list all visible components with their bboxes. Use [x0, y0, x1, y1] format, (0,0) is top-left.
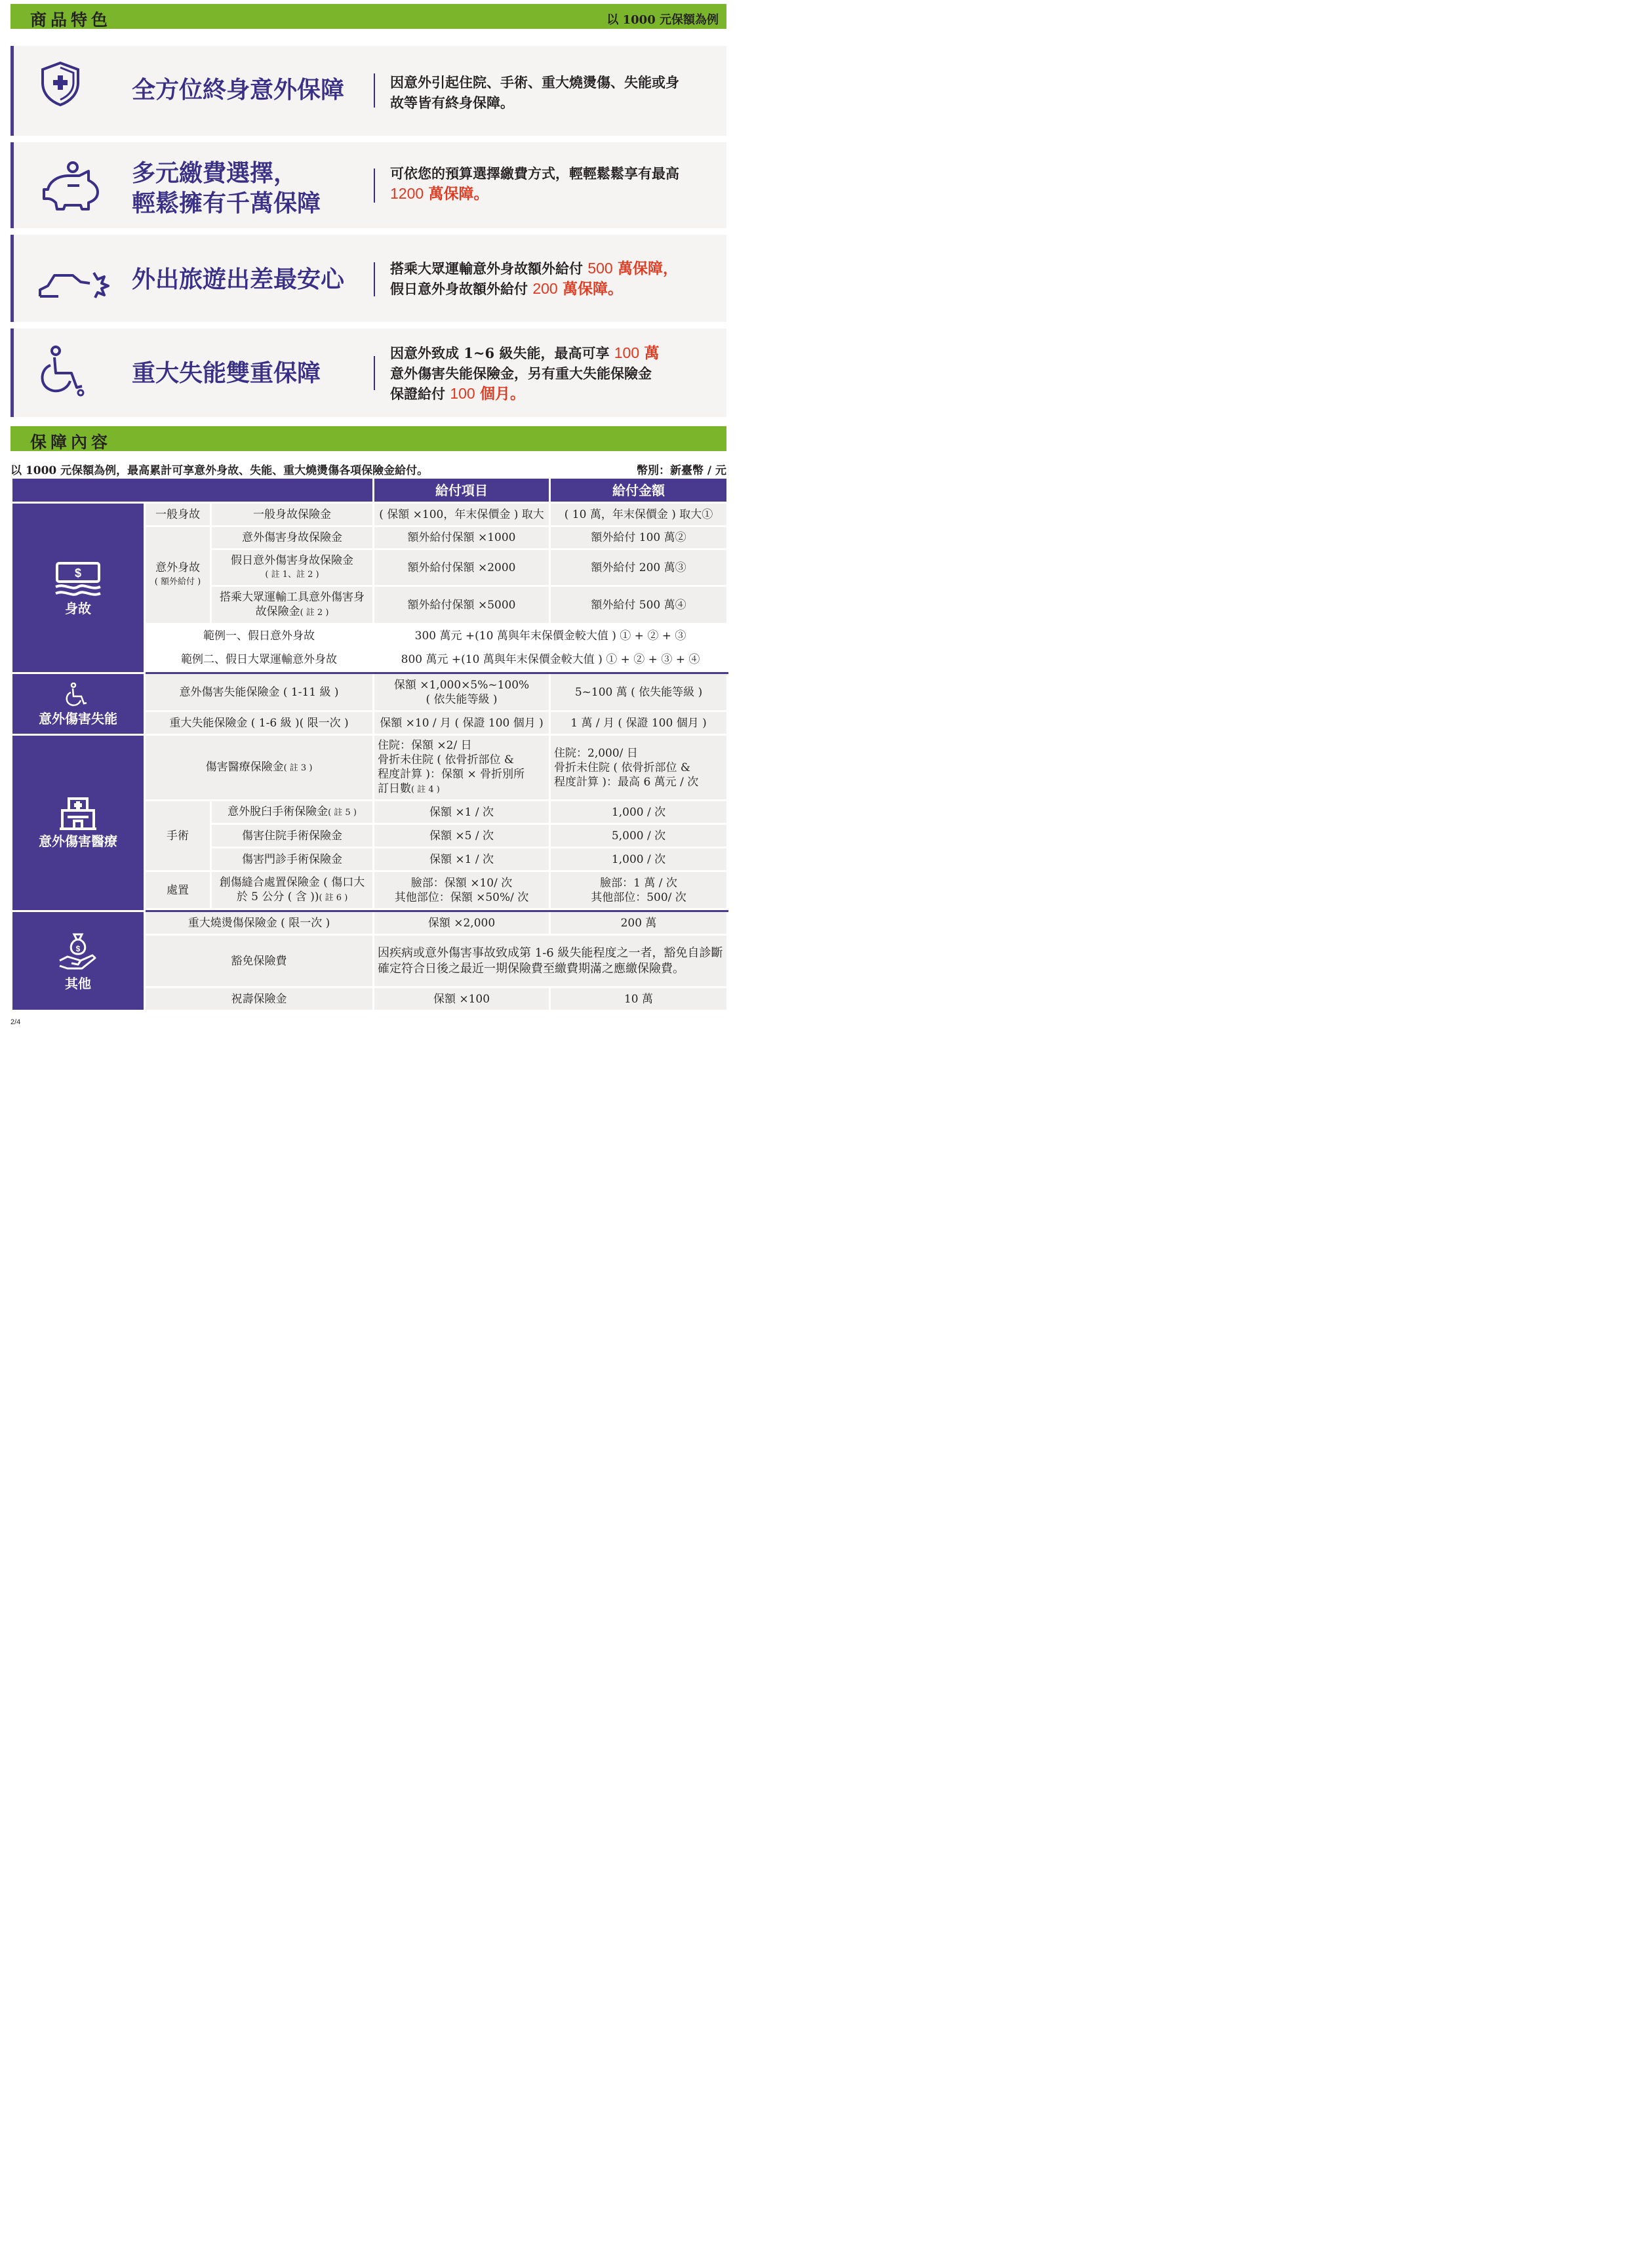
benefit-item [211, 871, 374, 909]
table-row [12, 673, 728, 711]
benefit-item [211, 801, 374, 824]
desc-text: 因意外致成 1~6 級失能，最高可享 [390, 345, 610, 361]
benefit-amount: 1 萬 / 月 ( 保證 100 個月 ) [550, 711, 728, 735]
category-medical [12, 735, 145, 911]
example-label: 範例二、假日大眾運輸意外身故 [145, 648, 374, 671]
category-death [12, 503, 145, 673]
feature-title: 多元繳費選擇， 輕鬆擁有千萬保障 [132, 159, 321, 217]
benefit-payment: 保額 ×5 / 次 [374, 824, 550, 848]
benefit-item [145, 735, 374, 801]
table-row [12, 735, 728, 801]
highlight-text: 個月。 [480, 385, 525, 403]
benefit-amount: 臉部：1 萬 / 次 其他部位：500/ 次 [550, 871, 728, 909]
item-note: ( 註 1、註 2 ) [265, 569, 319, 580]
page-number: 2/4 [10, 1018, 21, 1026]
feature-divider [374, 262, 375, 296]
feature-title: 外出旅遊出差最安心 [132, 266, 345, 293]
benefit-amount: 5~100 萬 ( 依失能等級 ) [550, 673, 728, 711]
benefit-payment: 因疾病或意外傷害事故致成第 1-6 級失能程度之一者，豁免自診斷確定符合日後之最近一期保險費至繳費期滿之應繳保險費。 [374, 935, 728, 987]
benefit-payment: 臉部：保額 ×10/ 次 其他部位：保額 ×50%/ 次 [374, 871, 550, 909]
highlight-number: 100 [614, 344, 640, 361]
piggy-bank-icon [39, 159, 104, 212]
feature-card [10, 46, 726, 136]
desc-text: 意外傷害失能保險金，另有重大失能保險金 [390, 365, 652, 382]
category-disability [12, 673, 145, 735]
table-row [12, 911, 728, 935]
wheelchair-icon [65, 683, 91, 709]
benefit-payment: 保額 ×10 / 月 ( 保證 100 個月 ) [374, 711, 550, 735]
section-title: 商品特色 [30, 10, 112, 30]
sub-category: 處置 [145, 871, 211, 909]
item-text: 搭乘大眾運輸工具意外傷害身故保險金 [220, 590, 365, 618]
item-note: ( 註 5 ) [328, 807, 357, 818]
coverage-note [10, 461, 726, 477]
table-row [12, 503, 728, 527]
feature-card [10, 235, 726, 322]
desc-text: 可依您的預算選擇繳費方式，輕輕鬆鬆享有最高 [390, 165, 679, 182]
feature-divider [374, 73, 375, 108]
feature-title: 全方位終身意外保障 [132, 76, 345, 104]
benefit-item: 意外傷害失能保險金 ( 1-11 級 ) [145, 673, 374, 711]
example-label: 範例一、假日意外身故 [145, 624, 374, 648]
svg-text:$: $ [74, 566, 82, 580]
benefit-payment [374, 673, 550, 711]
table-header: 給付金額 [550, 478, 728, 503]
item-text: 創傷縫合處置保險金 ( 傷口大於 5 公分 ( 含 )) [219, 875, 365, 904]
benefit-payment: ( 保額 ×100，年末保價金 ) 取大 [374, 503, 550, 527]
benefit-amount: 住院：2,000/ 日 骨折未住院 ( 依骨折部位 & 程度計算 )：最高 6 萬元 / 次 [550, 735, 728, 801]
benefit-payment: 保額 ×1 / 次 [374, 848, 550, 871]
highlight-text: 萬保障。 [563, 280, 623, 298]
category-label: 身故 [65, 600, 91, 616]
feature-card [10, 328, 726, 417]
category-label: 意外傷害醫療 [39, 833, 117, 849]
item-note: ( 註 2 ) [300, 607, 329, 618]
benefit-item: 重大燒燙傷保險金 ( 限一次 ) [145, 911, 374, 935]
benefit-amount: 1,000 / 次 [550, 801, 728, 824]
benefit-amount: ( 10 萬，年末保價金 ) 取大① [550, 503, 728, 527]
coverage-table [10, 477, 728, 1012]
sub-category-note: ( 額外給付 ) [154, 577, 201, 587]
benefit-amount: 200 萬 [550, 911, 728, 935]
item-text: 意外脫臼手術保險金 [228, 805, 328, 818]
benefit-amount: 5,000 / 次 [550, 824, 728, 848]
highlight-number: 100 [450, 385, 475, 402]
benefit-item: 祝壽保險金 [145, 987, 374, 1011]
desc-text: 搭乘大眾運輸意外身故額外給付 [390, 260, 583, 277]
item-note: ( 註 3 ) [283, 763, 313, 773]
sub-category: 手術 [145, 801, 211, 871]
example-value: 800 萬元 +(10 萬與年末保價金較大值 ) ① + ② + ③ + ④ [374, 648, 728, 671]
benefit-payment [374, 735, 550, 801]
highlight-number: 200 [532, 280, 558, 297]
highlight-number: 1200 [390, 185, 424, 202]
feature-divider [374, 169, 375, 203]
benefit-payment: 保額 ×1 / 次 [374, 801, 550, 824]
item-text: 傷害醫療保險金 [205, 760, 284, 774]
svg-text:$: $ [75, 944, 81, 953]
travel-crash-icon [39, 268, 111, 300]
section-note: 以 1000 元保額為例 [606, 13, 719, 27]
sub-category: 一般身故 [145, 503, 211, 527]
table-header: 給付項目 [374, 478, 550, 503]
hospital-icon [60, 797, 96, 830]
money-bag-hand-icon [58, 932, 98, 972]
benefit-payment: 額外給付保額 ×2000 [374, 549, 550, 586]
highlight-number: 500 [587, 260, 613, 277]
highlight-text: 萬保障， [618, 260, 678, 277]
benefit-payment: 額外給付保額 ×5000 [374, 586, 550, 624]
sub-category-label: 意外身故 [155, 561, 200, 574]
table-header-row [12, 478, 728, 503]
section-header-features [10, 4, 726, 29]
category-other [12, 911, 145, 1011]
benefit-item: 傷害住院手術保險金 [211, 824, 374, 848]
benefit-item: 豁免保險費 [145, 935, 374, 987]
benefit-item [211, 586, 374, 624]
shield-cross-icon [39, 60, 82, 108]
feature-desc [390, 343, 705, 404]
example-value: 300 萬元 +(10 萬與年末保價金較大值 ) ① + ② + ③ [374, 624, 728, 648]
feature-title: 重大失能雙重保障 [132, 359, 321, 387]
section-title: 保障內容 [30, 433, 112, 452]
category-label: 意外傷害失能 [39, 710, 117, 726]
sub-category [145, 527, 211, 624]
payment-text: 保額 ×1,000×5%~100% [393, 678, 530, 692]
benefit-item: 傷害門診手術保險金 [211, 848, 374, 871]
benefit-amount: 1,000 / 次 [550, 848, 728, 871]
feature-card [10, 142, 726, 228]
feature-desc: 因意外引起住院、手術、重大燒燙傷、失能或身故等皆有終身保障。 [390, 74, 679, 111]
money-bill-icon [52, 561, 104, 597]
desc-text: 保證給付 [390, 386, 445, 402]
item-note: ( 註 6 ) [319, 892, 348, 903]
highlight-text: 萬 [644, 344, 660, 362]
feature-divider [374, 356, 375, 390]
desc-text: 假日意外身故額外給付 [390, 281, 528, 297]
benefit-item: 一般身故保險金 [211, 503, 374, 527]
section-header-coverage [10, 426, 726, 451]
payment-note: ( 依失能等級 ) [426, 692, 498, 706]
benefit-amount: 額外給付 200 萬③ [550, 549, 728, 586]
benefit-payment: 保額 ×100 [374, 987, 550, 1011]
category-label: 其他 [65, 975, 91, 991]
benefit-amount: 額外給付 100 萬② [550, 527, 728, 549]
benefit-item: 重大失能保險金 ( 1-6 級 )( 限一次 ) [145, 711, 374, 735]
wheelchair-icon [39, 346, 91, 398]
highlight-text: 萬保障。 [428, 185, 489, 203]
payment-note: ( 註 4 ) [411, 784, 440, 795]
feature-desc [390, 163, 705, 204]
note-left: 以 1000 元保額為例，最高累計可享意外身故、失能、重大燒燙傷各項保險金給付。 [10, 464, 429, 477]
benefit-amount: 10 萬 [550, 987, 728, 1011]
benefit-payment: 額外給付保額 ×1000 [374, 527, 550, 549]
item-text: 假日意外傷害身故保險金 [231, 553, 353, 567]
payment-text: 住院：保額 ×2/ 日 骨折未住院 ( 依骨折部位 & 程度計算 )：保額 × 骨折別所 訂日數 [378, 738, 525, 795]
benefit-item: 意外傷害身故保險金 [211, 527, 374, 549]
benefit-item [211, 549, 374, 586]
benefit-payment: 保額 ×2,000 [374, 911, 550, 935]
feature-desc [390, 258, 731, 299]
currency-note: 幣別：新臺幣 / 元 [636, 464, 726, 477]
benefit-amount: 額外給付 500 萬④ [550, 586, 728, 624]
